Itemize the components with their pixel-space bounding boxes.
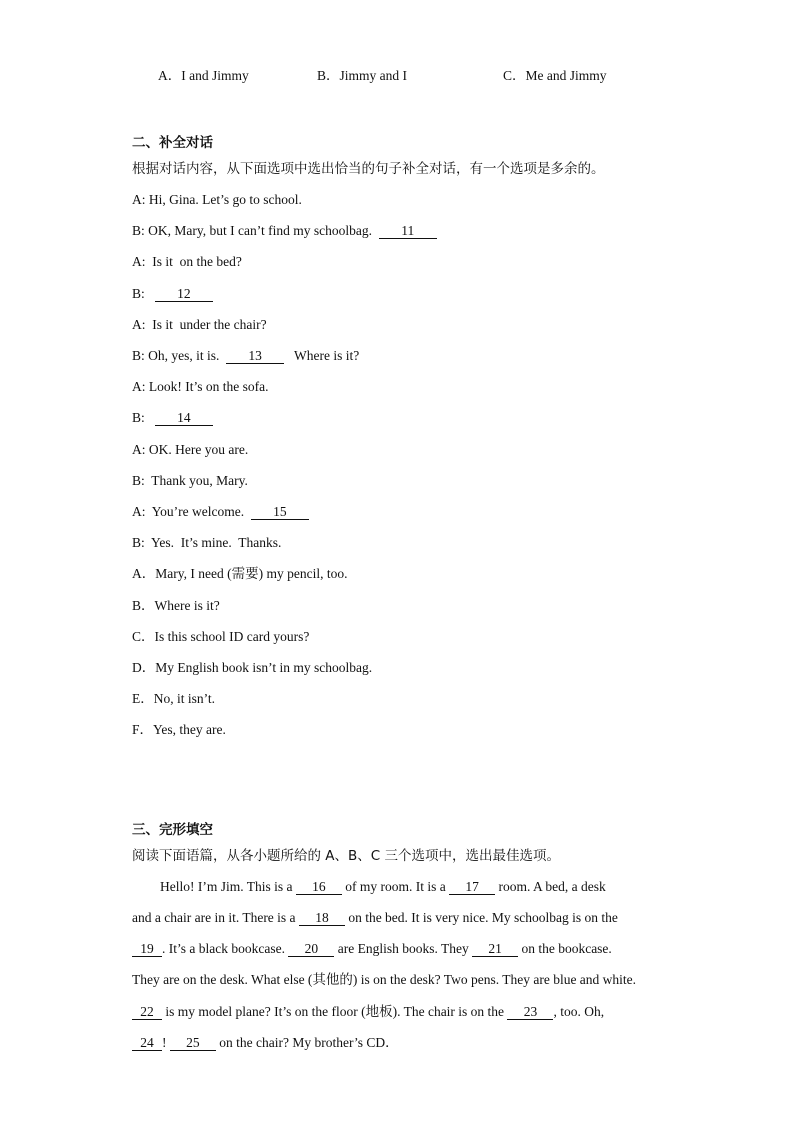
passage-text: They are on the desk. What else (其他的) is on the desk? Two pens. They are blue and white. (132, 972, 637, 987)
speaker-label: B: (132, 223, 145, 239)
dialog-text: Is it on the bed? (145, 254, 242, 270)
dialog-text: You’re welcome. (145, 504, 251, 519)
section2-heading: 二、补全对话 (132, 135, 213, 151)
blank-14: 14 (155, 410, 213, 426)
dialog-text: Look! It’s on the sofa. (145, 379, 269, 395)
dialog-text (145, 286, 155, 301)
dialog-text: Is it under the chair? (145, 316, 267, 332)
dialog-line (132, 316, 267, 334)
dialog-line (132, 503, 309, 521)
choice-item: C．Is this school ID card yours? (132, 628, 310, 644)
blank-11: 11 (379, 223, 437, 239)
passage-line-5 (132, 1003, 662, 1021)
speaker-label: B: (132, 348, 145, 363)
option-c: C．Me and Jimmy (503, 68, 607, 83)
speaker-label: A: (132, 379, 146, 395)
section3-instruction: 阅读下面语篇，从各小题所给的 A、B、C 三个选项中，选出最佳选项。 (132, 848, 561, 864)
dialog-text: Yes. It’s mine. Thanks. (144, 535, 282, 551)
choice-item: B．Where is it? (132, 597, 220, 613)
speaker-label: B: (132, 410, 145, 426)
dialog-text: Hi, Gina. Let’s go to school. (145, 192, 302, 207)
choice-item: F．Yes, they are. (132, 722, 226, 738)
choice-item: A．Mary, I need (需要) my pencil, too. (132, 566, 348, 582)
speaker-label: B: (132, 285, 145, 301)
blank-16: 16 (296, 879, 342, 895)
dialog-line (132, 222, 437, 240)
passage-text: Hello! I’m Jim. This is a (160, 879, 296, 894)
dialog-line (132, 441, 248, 459)
blank-21: 21 (472, 941, 518, 957)
dialog-text: Where is it? (284, 348, 360, 363)
dialog-text (145, 410, 155, 425)
passage-line-1 (132, 878, 662, 896)
blank-24: 24 (132, 1035, 162, 1051)
passage-text: on the bed. It is very nice. My schoolbag is on the (344, 910, 618, 925)
passage-text: of my room. It is a (341, 879, 450, 894)
passage-text: room. A bed, a desk (495, 879, 606, 894)
blank-17: 17 (449, 879, 495, 895)
blank-23: 23 (507, 1004, 553, 1020)
section3-heading: 三、完形填空 (132, 822, 213, 838)
speaker-label: A: (132, 192, 146, 207)
passage-text: and a chair are in it. There is a (132, 910, 299, 925)
option-a: A．I and Jimmy (158, 68, 249, 83)
blank-22: 22 (132, 1004, 162, 1020)
dialog-line (132, 409, 213, 427)
passage-text: . It’s a black bookcase. (162, 941, 289, 956)
passage-text: is my model plane? It’s on the floor (地板). The chair is on the (162, 1004, 508, 1019)
blank-13: 13 (226, 348, 284, 364)
passage-text: ! (162, 1035, 170, 1050)
dialog-line (132, 534, 281, 552)
choice-item: D．My English book isn’t in my schoolbag. (132, 660, 373, 675)
blank-25: 25 (170, 1035, 216, 1051)
passage-text: on the chair? My brother’s CD． (215, 1035, 399, 1050)
dialog-line (132, 347, 359, 365)
speaker-label: A: (132, 441, 146, 457)
passage-line-3 (132, 940, 662, 958)
dialog-text: Oh, yes, it is. (144, 348, 227, 363)
speaker-label: A: (132, 254, 146, 270)
speaker-label: B: (132, 535, 145, 551)
section2-instruction: 根据对话内容，从下面选项中选出恰当的句子补全对话，有一个选项是多余的。 (132, 161, 605, 177)
blank-18: 18 (299, 910, 345, 926)
blank-12: 12 (155, 286, 213, 302)
passage-text: are English books. They (334, 941, 473, 956)
passage-line-4 (132, 971, 662, 989)
dialog-line (132, 285, 213, 303)
option-b: B．Jimmy and I (317, 68, 407, 83)
passage-text: , too. Oh, (553, 1004, 605, 1019)
choice-item: E．No, it isn’t. (132, 691, 216, 707)
dialog-text: OK. Here you are. (145, 441, 249, 457)
blank-19: 19 (132, 941, 162, 957)
blank-15: 15 (251, 504, 309, 520)
passage-line-6 (132, 1034, 662, 1052)
dialog-text: Thank you, Mary. (144, 472, 248, 488)
passage-line-2 (132, 909, 662, 927)
dialog-line (132, 378, 268, 396)
dialog-line (132, 472, 248, 490)
dialog-text: OK, Mary, but I can’t find my schoolbag. (144, 223, 379, 239)
passage-text: on the bookcase. (518, 941, 612, 956)
dialog-line (132, 253, 242, 271)
speaker-label: A: (132, 316, 146, 332)
dialog-line (132, 191, 302, 209)
blank-20: 20 (288, 941, 334, 957)
speaker-label: A: (132, 504, 146, 519)
speaker-label: B: (132, 472, 145, 488)
